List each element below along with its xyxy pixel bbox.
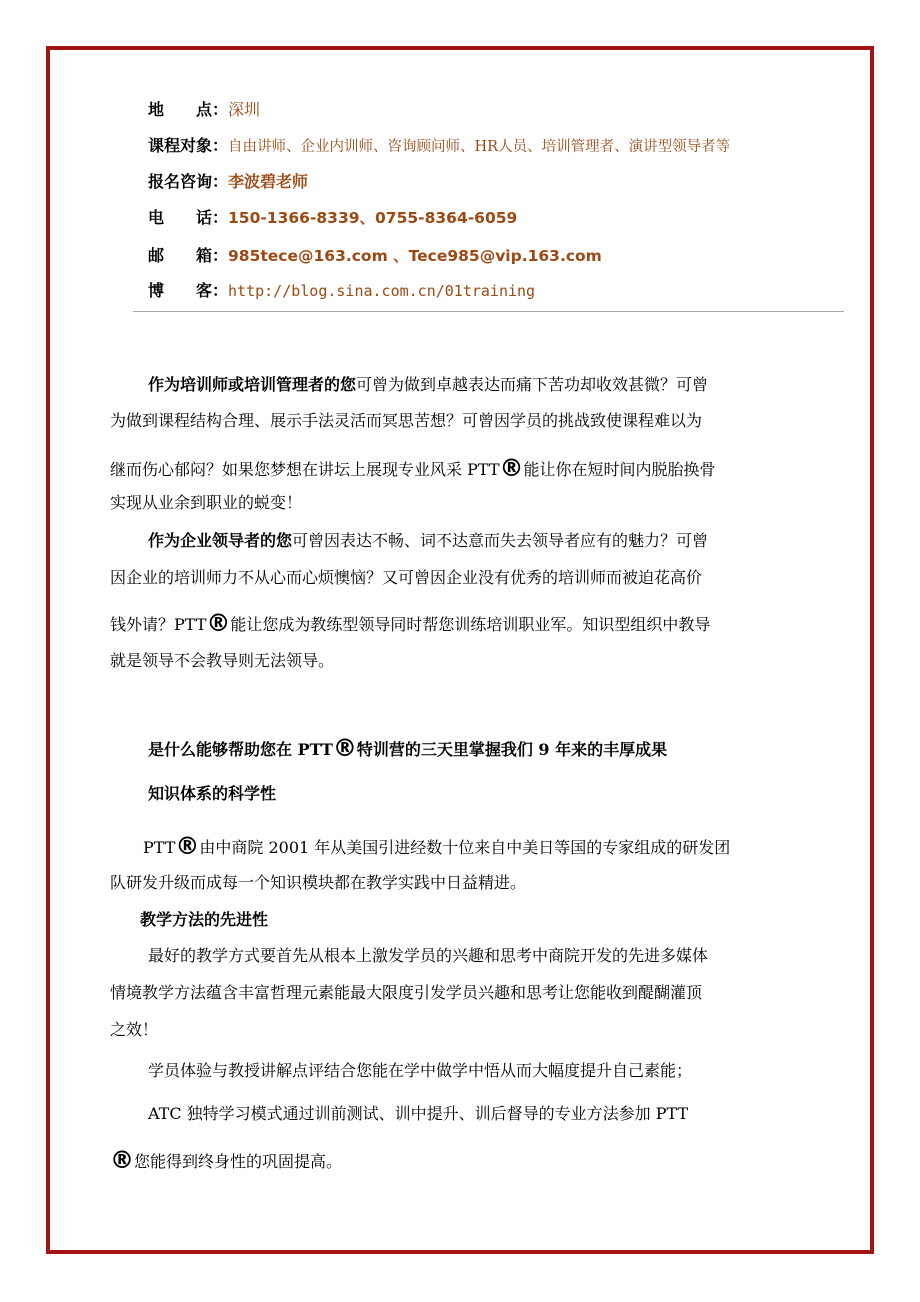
phone-row xyxy=(148,205,517,228)
registered-mark: ® xyxy=(332,734,357,762)
para1-line1 xyxy=(148,375,708,395)
section2-line3: 之效！ xyxy=(110,1020,159,1039)
blog-label: 博 客： xyxy=(148,281,229,300)
audience-row xyxy=(148,133,730,156)
para1-text3a: 继而伤心郁闷？如果您梦想在讲坛上展现专业风采 PTT xyxy=(110,460,500,479)
blog-row xyxy=(148,278,535,301)
section1-line2: 队研发升级而成每一个知识模块都在教学实践中日益精进。 xyxy=(110,873,527,892)
para2-line3 xyxy=(110,609,711,637)
audience-value: 自由讲师、企业内训师、咨询顾问师、HR人员、培训管理者、演讲型领导者等 xyxy=(228,139,731,155)
para2-line2: 因企业的培训师力不从心而心烦懊恼？又可曾因企业没有优秀的培训师而被迫花高价 xyxy=(110,568,703,587)
section1-title: 知识体系的科学性 xyxy=(148,784,277,803)
section1-line1 xyxy=(143,832,731,860)
section-divider xyxy=(133,311,844,312)
para1-line2: 为做到课程结构合理、展示手法灵活而冥思苦想？可曾因学员的挑战致使课程难以为 xyxy=(110,411,703,430)
phone-label: 电 话： xyxy=(148,208,229,227)
email-value[interactable]: 985tece@163.com 、Tece985@vip.163.com xyxy=(228,247,602,265)
para2-line4: 就是领导不会教导则无法领导。 xyxy=(110,651,335,670)
para2-lead: 作为企业领导者的您 xyxy=(148,531,293,550)
section2-line5: ATC 独特学习模式通过训前测试、训中提升、训后督导的专业方法参加 PTT xyxy=(148,1104,689,1123)
section1-text1b: 由中商院 2001 年从美国引进经数十位来自中美日等国的专家组成的研发团 xyxy=(199,838,731,857)
section-heading xyxy=(148,734,668,762)
para1-line4: 实现从业余到职业的蜕变！ xyxy=(110,493,303,512)
registered-mark: ® xyxy=(175,832,200,860)
location-row xyxy=(148,97,260,120)
para2-text3b: 能让您成为教练型领导同时帮您训练培训职业军。知识型组织中教导 xyxy=(230,615,711,634)
heading-text-a: 是什么能够帮助您在 PTT xyxy=(148,740,333,759)
consult-row xyxy=(148,169,308,192)
para2-line1 xyxy=(148,531,708,551)
para1-text3b: 能让你在短时间内脱胎换骨 xyxy=(523,460,716,479)
location-label: 地 点： xyxy=(148,100,229,119)
consult-value: 李波碧老师 xyxy=(228,172,309,191)
para1-lead: 作为培训师或培训管理者的您 xyxy=(148,375,357,394)
section2-line1: 最好的教学方式要首先从根本上激发学员的兴趣和思考中商院开发的先进多媒体 xyxy=(148,946,709,965)
para1-line3 xyxy=(110,454,716,482)
blog-link[interactable]: http://blog.sina.com.cn/01training xyxy=(228,282,536,300)
section1-text1a: PTT xyxy=(143,838,176,857)
para2-text1: 可曾因表达不畅、词不达意而失去领导者应有的魅力？可曾 xyxy=(292,531,709,550)
section2-line6 xyxy=(110,1146,343,1174)
location-value: 深圳 xyxy=(228,100,261,119)
heading-text-b: 特训营的三天里掌握我们 9 年来的丰厚成果 xyxy=(356,740,668,759)
section2-line2: 情境教学方法蕴含丰富哲理元素能最大限度引发学员兴趣和思考让您能收到醍醐灌顶 xyxy=(110,983,703,1002)
registered-mark: ® xyxy=(499,454,524,482)
section2-line4: 学员体验与教授讲解点评结合您能在学中做学中悟从而大幅度提升自己素能； xyxy=(148,1061,693,1080)
email-label: 邮 箱： xyxy=(148,246,229,265)
registered-mark: ® xyxy=(110,1146,134,1174)
para1-text1: 可曾为做到卓越表达而痛下苦功却收效甚微？可曾 xyxy=(356,375,709,394)
email-row xyxy=(148,243,602,266)
audience-label: 课程对象： xyxy=(148,136,229,155)
consult-label: 报名咨询： xyxy=(148,172,229,191)
section2-title: 教学方法的先进性 xyxy=(140,910,269,929)
para2-text3a: 钱外请？PTT xyxy=(110,615,207,634)
phone-value: 150-1366-8339、0755-8364-6059 xyxy=(228,209,518,227)
section2-text6: 您能得到终身性的巩固提高。 xyxy=(134,1152,343,1171)
registered-mark: ® xyxy=(206,609,231,637)
